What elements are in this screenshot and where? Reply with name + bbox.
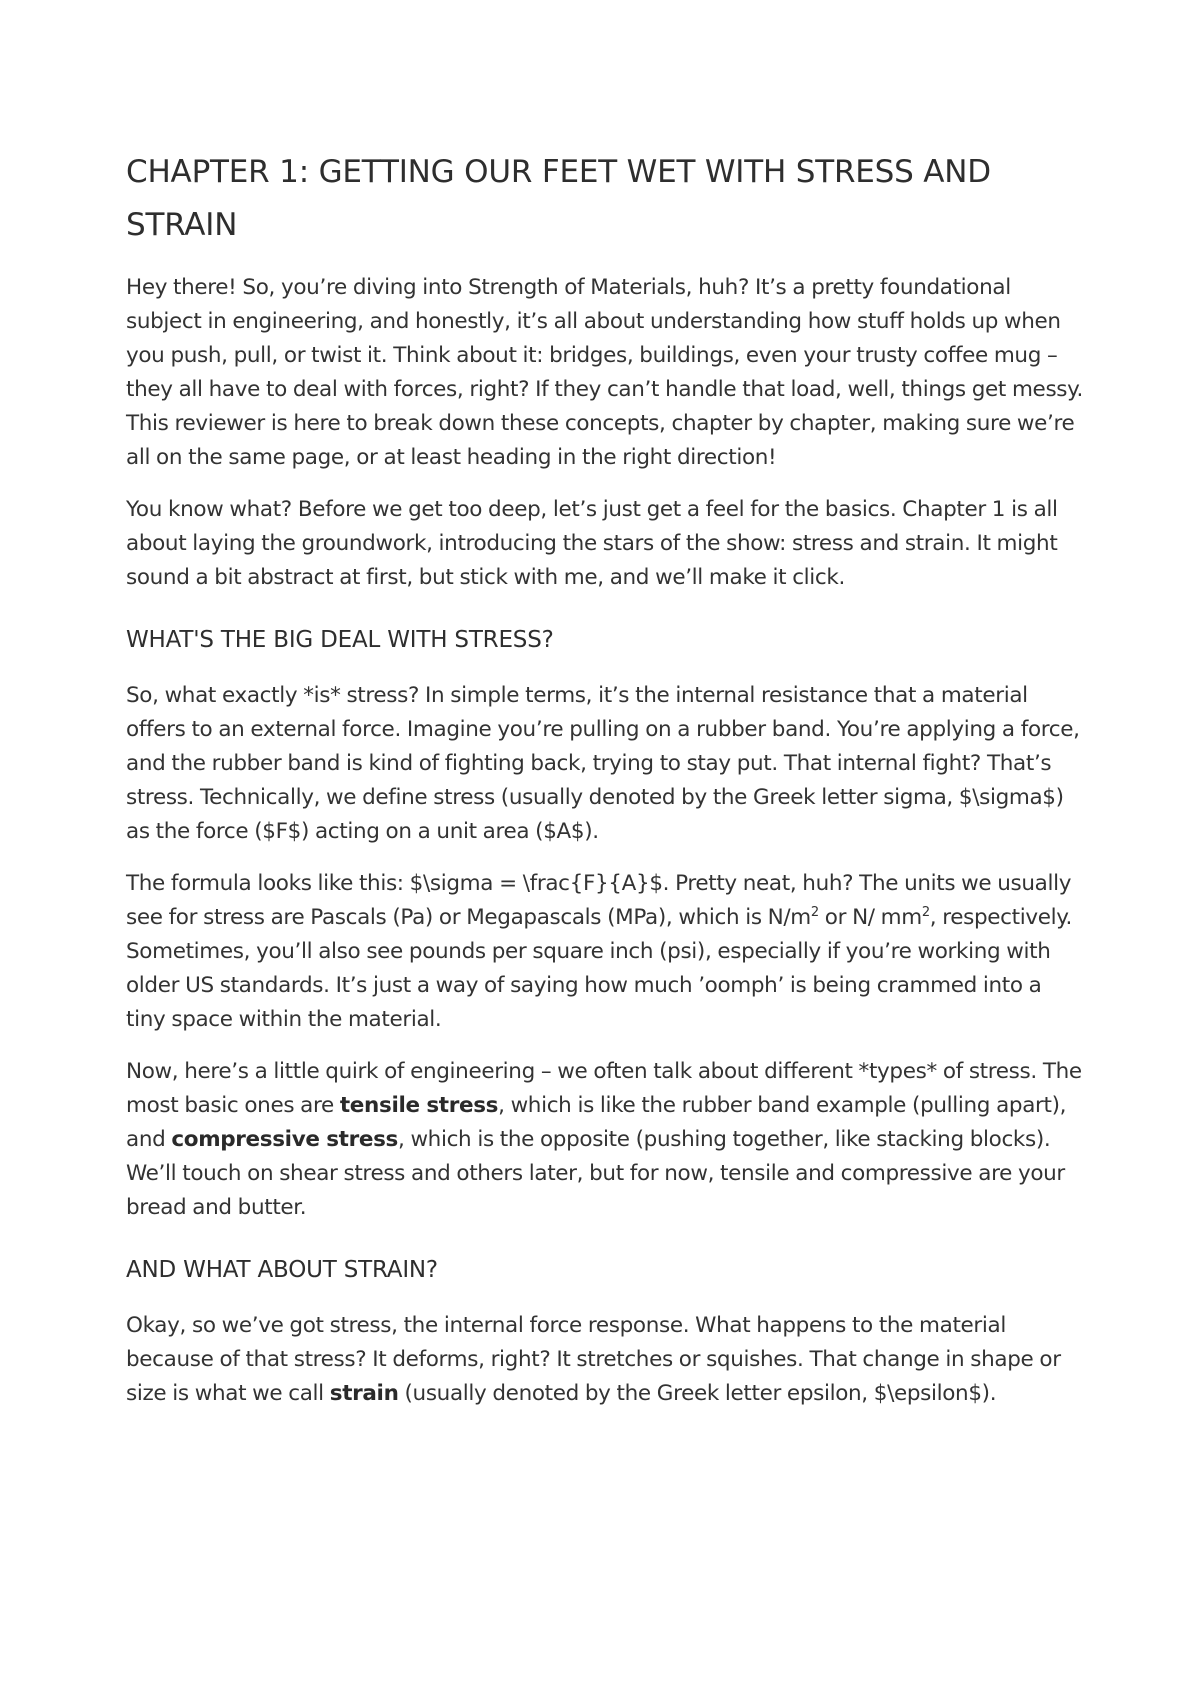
intro-paragraph-2: You know what? Before we get too deep, let’s just get a feel for the basics. Chapter 1 is all about laying the groundwork, introducing the stars of the show: stress and strain. It might sound a bit abstract at first, but stick with me, and we’ll make it click.	[126, 497, 1058, 590]
stress-paragraph-2	[126, 867, 1084, 1037]
stress-heading: WHAT'S THE BIG DEAL WITH STRESS?	[126, 627, 554, 653]
stress-paragraph-3	[126, 1055, 1084, 1225]
stress-p2-text-a: The formula looks like this: $\sigma = \frac{F}{A}$. Pretty neat, huh? The units we usually see for stress are Pascals (Pa) or Megapascals (MPa), which is N/m	[126, 871, 1072, 930]
superscript-2: 2	[810, 904, 819, 920]
stress-p3-text-a: Now, here’s a little quirk of engineering – we often talk about different *types* of stress. The most basic ones are	[126, 1059, 1082, 1118]
strain-term: strain	[329, 1381, 399, 1406]
strain-paragraph-1	[126, 1309, 1084, 1411]
stress-p2-text-b: or N/ mm	[818, 905, 922, 930]
stress-p3-text-b: , which is like the rubber band example (pulling apart), and	[126, 1093, 1067, 1152]
stress-p2-text-c: , respectively. Sometimes, you’ll also see pounds per square inch (psi), especially if you’re working with older US standards. It’s just a way of saying how much ’oomph’ is being crammed into a tiny space within the material.	[126, 905, 1073, 1032]
document-page	[126, 146, 1084, 1429]
tensile-stress-term: tensile stress	[339, 1093, 499, 1118]
compressive-stress-term: compressive stress	[171, 1127, 398, 1152]
intro-paragraph-1: Hey there! So, you’re diving into Strength of Materials, huh? It’s a pretty foundational subject in engineering, and honestly, it’s all about understanding how stuff holds up when you push, pull, or twist it. Think about it: bridges, buildings, even your trusty coffee mug – they all have to deal with forces, right? If they can’t handle that load, well, things get messy. This reviewer is here to break down these concepts, chapter by chapter, making sure we’re all on the same page, or at least heading in the right direction!	[126, 275, 1083, 470]
chapter-title: CHAPTER 1: GETTING OUR FEET WET WITH STRESS AND STRAIN	[126, 154, 991, 243]
strain-p1-text-a: Okay, so we’ve got stress, the internal force response. What happens to the material because of that stress? It deforms, right? It stretches or squishes. That change in shape or size is what we call	[126, 1313, 1061, 1406]
stress-paragraph-1: So, what exactly *is* stress? In simple terms, it’s the internal resistance that a material offers to an external force. Imagine you’re pulling on a rubber band. You’re applying a force, and the rubber band is kind of fighting back, trying to stay put. That internal fight? That’s stress. Technically, we define stress (usually denoted by the Greek letter sigma, $\sigma$) as the force ($F$) acting on a unit area ($A$).	[126, 683, 1080, 844]
stress-p3-text-c: , which is the opposite (pushing together, like stacking blocks). We’ll touch on shear stress and others later, but for now, tensile and compressive are your bread and butter.	[126, 1127, 1065, 1220]
strain-p1-text-b: (usually denoted by the Greek letter epsilon, $\epsilon$).	[398, 1381, 997, 1406]
strain-heading: AND WHAT ABOUT STRAIN?	[126, 1257, 438, 1283]
superscript-2: 2	[921, 904, 930, 920]
